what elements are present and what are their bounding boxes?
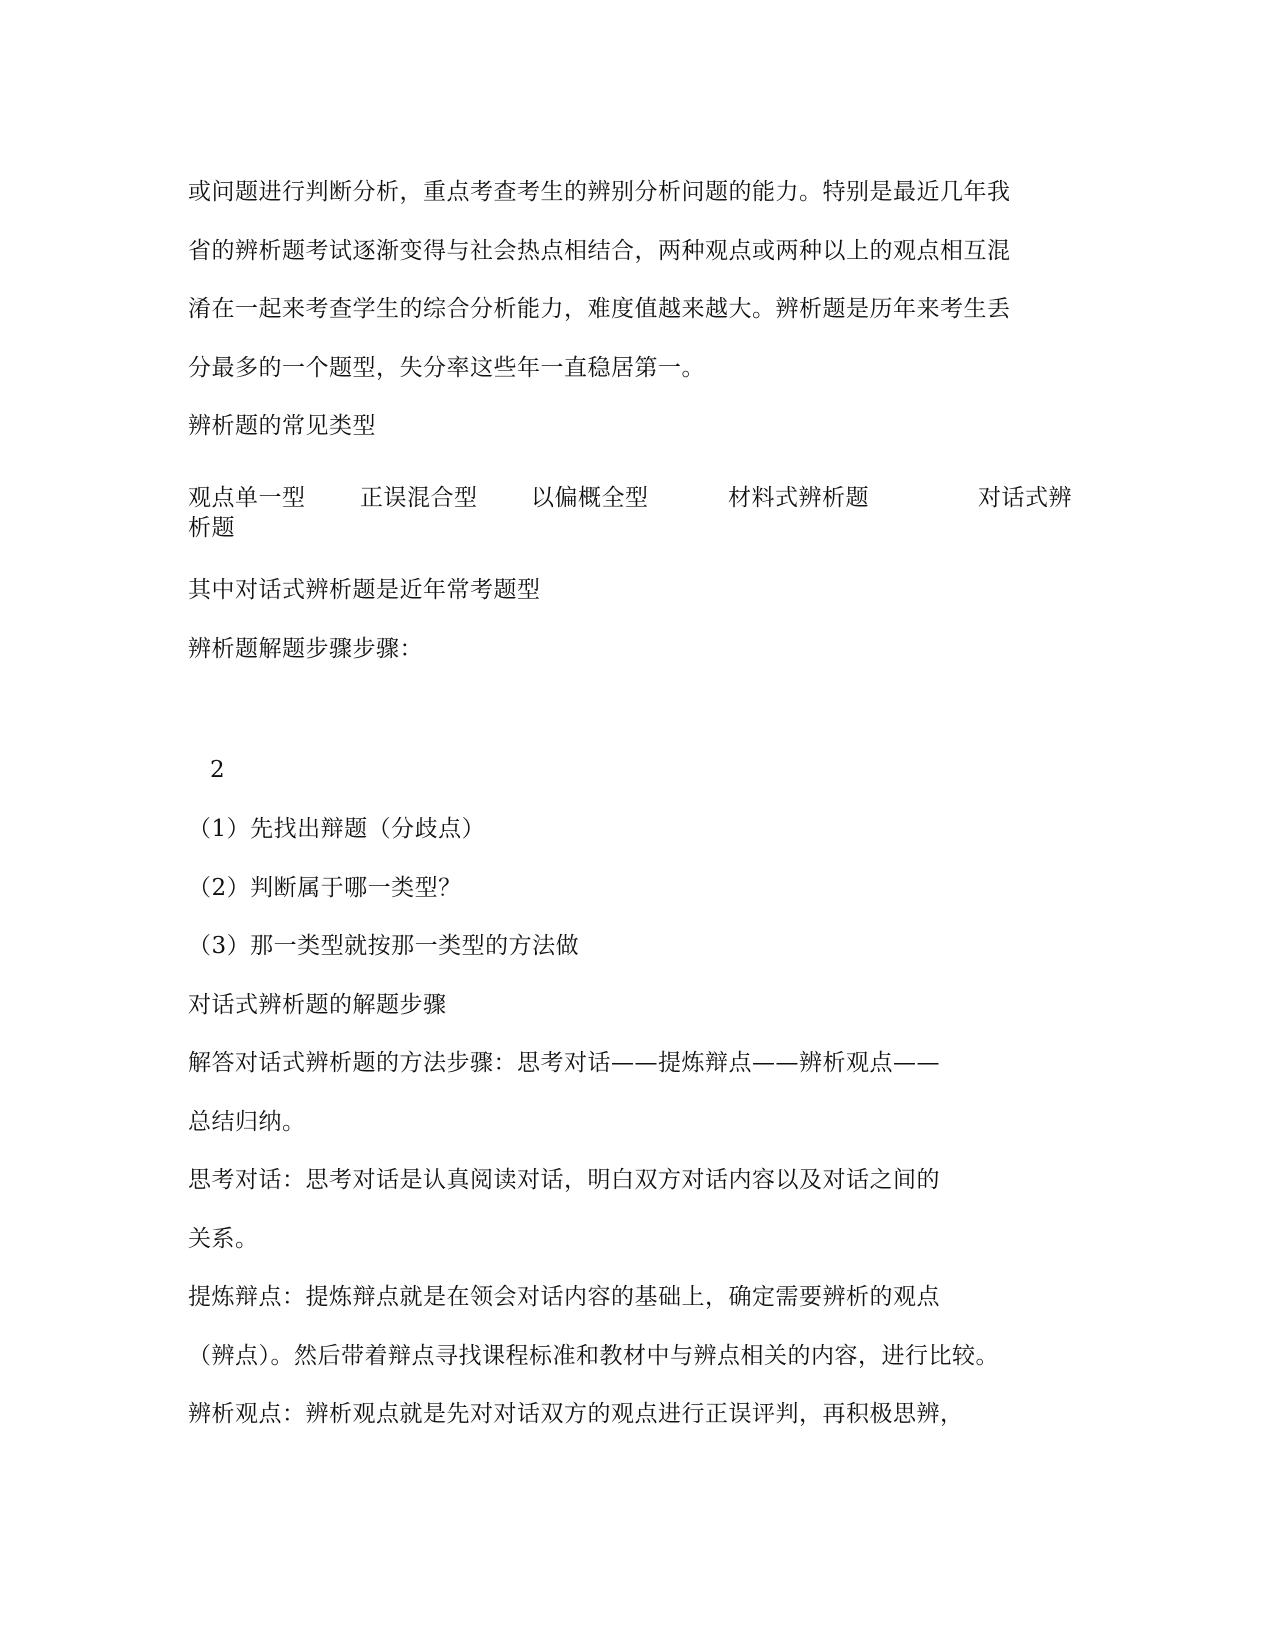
type-item: 以偏概全型: [531, 485, 649, 511]
types-list: [188, 482, 1088, 514]
paragraph-line: 淆在一起来考查学生的综合分析能力，难度值越来越大。辨析题是历年来考生丢: [188, 296, 1011, 322]
refine-line: （辨点）。然后带着辩点寻找课程标准和教材中与辨点相关的内容，进行比较。: [188, 1343, 999, 1369]
type-item: 正误混合型: [360, 485, 478, 511]
paragraph-line: 分最多的一个题型，失分率这些年一直稳居第一。: [188, 355, 705, 381]
method-line: 解答对话式辨析题的方法步骤：思考对话——提炼辩点——辨析观点——: [188, 1050, 940, 1076]
step-item: （2）判断属于哪一类型？: [188, 875, 462, 901]
page-number: 2: [210, 757, 225, 783]
analyze-line: 辨析观点：辨析观点就是先对对话双方的观点进行正误评判，再积极思辨，: [188, 1401, 964, 1427]
types-heading: 辨析题的常见类型: [188, 413, 376, 439]
type-item: 观点单一型: [188, 485, 306, 511]
type-item-wrap: 析题: [188, 515, 235, 541]
type-item: 材料式辨析题: [728, 485, 869, 511]
paragraph-line: 或问题进行判断分析，重点考查考生的辨别分析问题的能力。特别是最近几年我: [188, 179, 1011, 205]
steps-heading: 辨析题解题步骤步骤：: [188, 636, 423, 662]
dialog-note: 其中对话式辨析题是近年常考题型: [188, 577, 541, 603]
type-item: 对话式辨: [978, 485, 1072, 511]
refine-line: 提炼辩点：提炼辩点就是在领会对话内容的基础上，确定需要辨析的观点: [188, 1284, 940, 1310]
step-item: （1）先找出辩题（分歧点）: [188, 816, 486, 842]
think-line: 关系。: [188, 1226, 259, 1252]
method-line: 总结归纳。: [188, 1109, 306, 1135]
paragraph-line: 省的辨析题考试逐渐变得与社会热点相结合，两种观点或两种以上的观点相互混: [188, 238, 1011, 264]
think-line: 思考对话：思考对话是认真阅读对话，明白双方对话内容以及对话之间的: [188, 1167, 940, 1193]
dialog-heading: 对话式辨析题的解题步骤: [188, 992, 447, 1018]
step-item: （3）那一类型就按那一类型的方法做: [188, 933, 580, 959]
